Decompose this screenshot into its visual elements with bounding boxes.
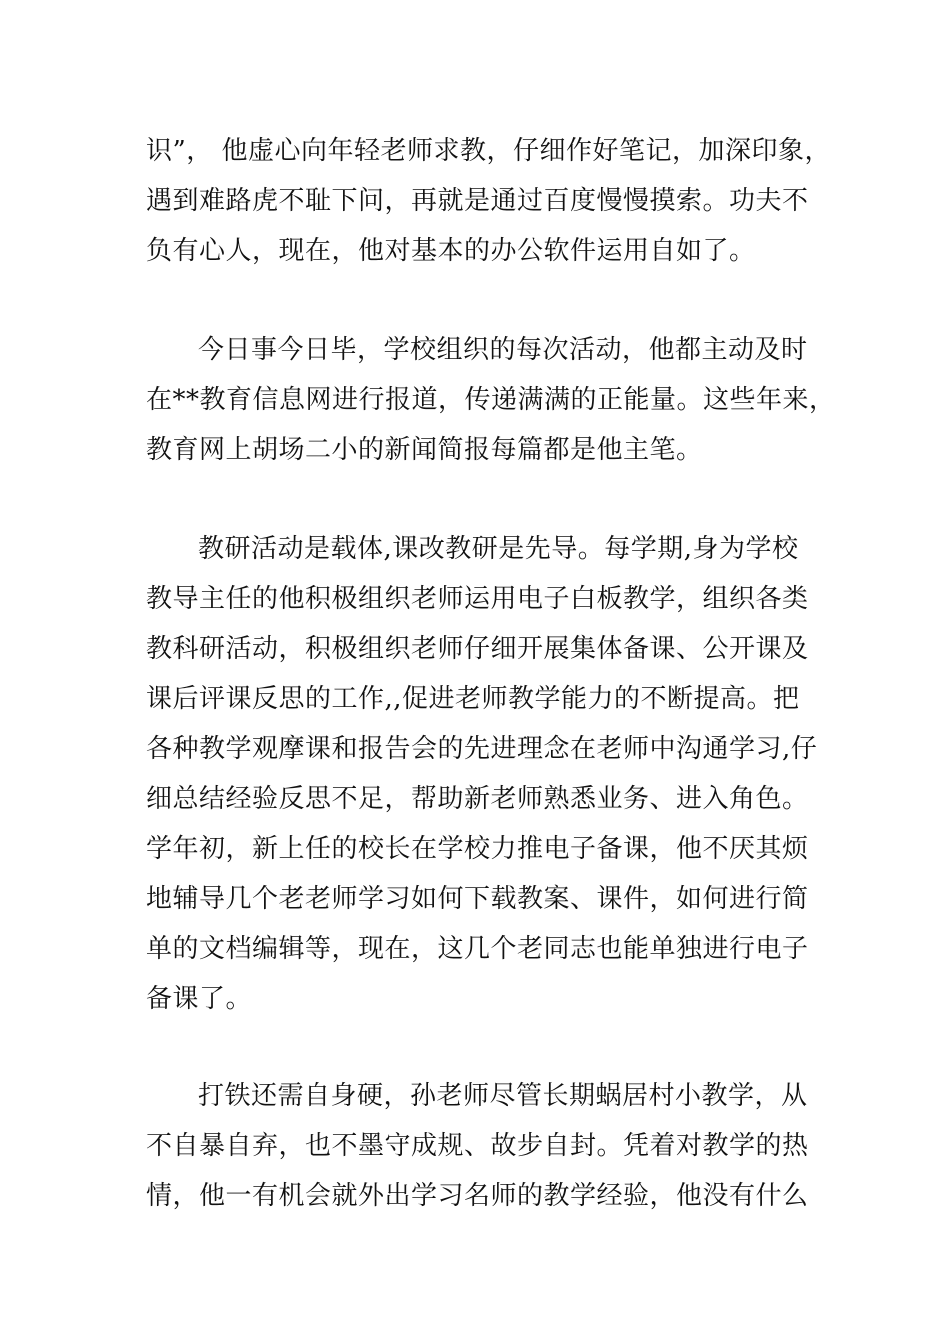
paragraph-4 <box>146 1071 816 1221</box>
paragraph-line: 教育网上胡场二小的新闻简报每篇都是他主笔。 <box>146 435 703 465</box>
paragraph-line: 今日事今日毕，学校组织的每次活动，他都主动及时 <box>198 335 808 365</box>
paragraph-line: 备课了。 <box>146 984 253 1014</box>
paragraph-line: 在**教育信息网进行报道，传递满满的正能量。这些年来， <box>146 385 836 415</box>
paragraph-line: 情，他一有机会就外出学习名师的教学经验，他没有什么 <box>146 1181 809 1211</box>
paragraph-2 <box>146 325 836 475</box>
paragraph-1 <box>146 126 832 276</box>
paragraph-line: 负有心人，现在，他对基本的办公软件运用自如了。 <box>146 236 756 266</box>
paragraph-line: 教导主任的他积极组织老师运用电子白板教学，组织各类 <box>146 584 809 614</box>
paragraph-line: 打铁还需自身硬，孙老师尽管长期蜗居村小教学，从 <box>198 1081 808 1111</box>
paragraph-line: 课后评课反思的工作,,促进老师教学能力的不断提高。把 <box>146 684 800 714</box>
paragraph-3 <box>146 524 816 1024</box>
paragraph-line: 不自暴自弃，也不墨守成规、故步自封。凭着对教学的热 <box>146 1131 809 1161</box>
paragraph-line: 教研活动是载体,课改教研是先导。每学期,身为学校 <box>198 534 799 564</box>
paragraph-line: 遇到难路虎不耻下问，再就是通过百度慢慢摸索。功夫不 <box>146 186 809 216</box>
paragraph-line: 各种教学观摩课和报告会的先进理念在老师中沟通学习,仔 <box>146 734 818 764</box>
paragraph-line: 学年初，新上任的校长在学校力推电子备课，他不厌其烦 <box>146 834 809 864</box>
paragraph-line: 地辅导几个老老师学习如何下载教案、课件，如何进行简 <box>146 884 809 914</box>
paragraph-line: 教科研活动，积极组织老师仔细开展集体备课、公开课及 <box>146 634 809 664</box>
paragraph-line: 单的文档编辑等，现在，这几个老同志也能单独进行电子 <box>146 934 809 964</box>
paragraph-line: 细总结经验反思不足，帮助新老师熟悉业务、进入角色。 <box>146 784 809 814</box>
paragraph-line: 识”， 他虚心向年轻老师求教，仔细作好笔记，加深印象， <box>146 136 832 166</box>
